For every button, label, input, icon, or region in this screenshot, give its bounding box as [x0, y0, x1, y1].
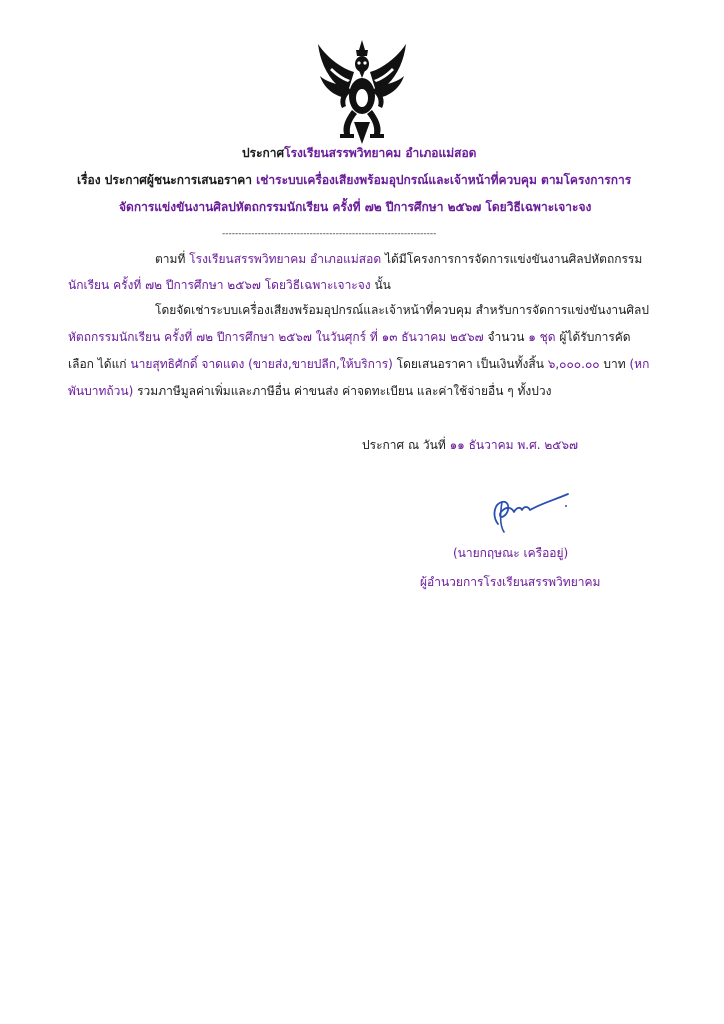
- p2-amount: ๖,๐๐๐.๐๐: [547, 357, 600, 371]
- subject-line: [77, 172, 631, 188]
- p2-selected-label: ผู้ได้รับการคัด: [555, 330, 631, 344]
- p2-price-label: โดยเสนอราคา เป็นเงินทั้งสิ้น: [392, 357, 548, 371]
- p1-rest: ได้มีโครงการการจัดการแข่งขันงานศิลปหัตถกรรม: [381, 252, 643, 266]
- announcement-date: [362, 437, 578, 453]
- paragraph-1-line-2: [68, 277, 391, 293]
- date-label: ประกาศ ณ วันที่: [362, 438, 450, 452]
- p1-project: นักเรียน ครั้งที่ ๗๒ ปีการศึกษา ๒๕๖๗ โดยวิธีเฉพาะเจาะจง: [68, 278, 371, 292]
- garuda-emblem-icon: [312, 38, 412, 146]
- paragraph-1-line-1: [155, 251, 642, 267]
- p1-end: นั้น: [370, 278, 391, 292]
- subject-line-continued: จัดการแข่งขันงานศิลปหัตถกรรมนักเรียน ครั้งที่ ๗๒ ปีการศึกษา ๒๕๖๗ โดยวิธีเฉพาะเจาะจง: [119, 200, 592, 214]
- p2-currency: บาท: [599, 357, 630, 371]
- subject-text: เช่าระบบเครื่องเสียงพร้อมอุปกรณ์และเจ้าหน้าที่ควบคุม ตามโครงการการ: [256, 173, 632, 187]
- signer-name-text: (นายกฤษณะ เครืออยู่): [453, 546, 569, 560]
- signer-position-text: ผู้อำนวยการโรงเรียนสรรพวิทยาคม: [420, 575, 601, 589]
- p2-winner: นายสุทธิศักดิ์ จาดแดง (ขายส่ง,ขายปลีก,ให้บริการ): [130, 357, 393, 371]
- p2-amount-words-end: พันบาทถ้วน): [68, 384, 134, 398]
- p1-school: โรงเรียนสรรพวิทยาคม อำเภอแม่สอด: [189, 252, 382, 266]
- paragraph-2-line-2: [68, 329, 631, 345]
- p2-amount-words-start: (หก: [629, 357, 650, 371]
- p2-qty-label: จำนวน: [483, 330, 529, 344]
- signer-position: [420, 574, 600, 590]
- p2-event: หัตถกรรมนักเรียน ครั้งที่ ๗๒ ปีการศึกษา ๒๕๖๗ ในวันศุกร์ ที่ ๑๓ ธันวาคม ๒๕๖๗: [68, 330, 484, 344]
- divider-line: ------------------------------------------------------------------: [222, 229, 437, 239]
- signer-name: [453, 545, 568, 561]
- p2-winner-label: เลือก ได้แก่: [68, 357, 131, 371]
- school-name: โรงเรียนสรรพวิทยาคม อำเภอแม่สอด: [284, 146, 477, 160]
- p2-tax-note: รวมภาษีมูลค่าเพิ่มและภาษีอื่น ค่าขนส่ง ค่าจดทะเบียน และค่าใช้จ่ายอื่น ๆ ทั้งปวง: [133, 384, 552, 398]
- p1-lead: ตามที่: [155, 252, 190, 266]
- date-value: ๑๑ ธันวาคม พ.ศ. ๒๕๖๗: [449, 438, 578, 452]
- paragraph-2-line-4: [68, 383, 551, 399]
- title-prefix: ประกาศ: [242, 146, 285, 160]
- paragraph-2-line-1: โดยจัดเช่าระบบเครื่องเสียงพร้อมอุปกรณ์และเจ้าหน้าที่ควบคุม สำหรับการจัดการแข่งขันงานศิลป: [155, 303, 649, 317]
- subject-label: เรื่อง ประกาศผู้ชนะการเสนอราคา: [77, 173, 257, 187]
- p2-qty: ๑ ชุด: [528, 330, 556, 344]
- announcement-title: [242, 145, 476, 161]
- signature-icon: [470, 486, 580, 536]
- paragraph-2-line-3: [68, 356, 649, 372]
